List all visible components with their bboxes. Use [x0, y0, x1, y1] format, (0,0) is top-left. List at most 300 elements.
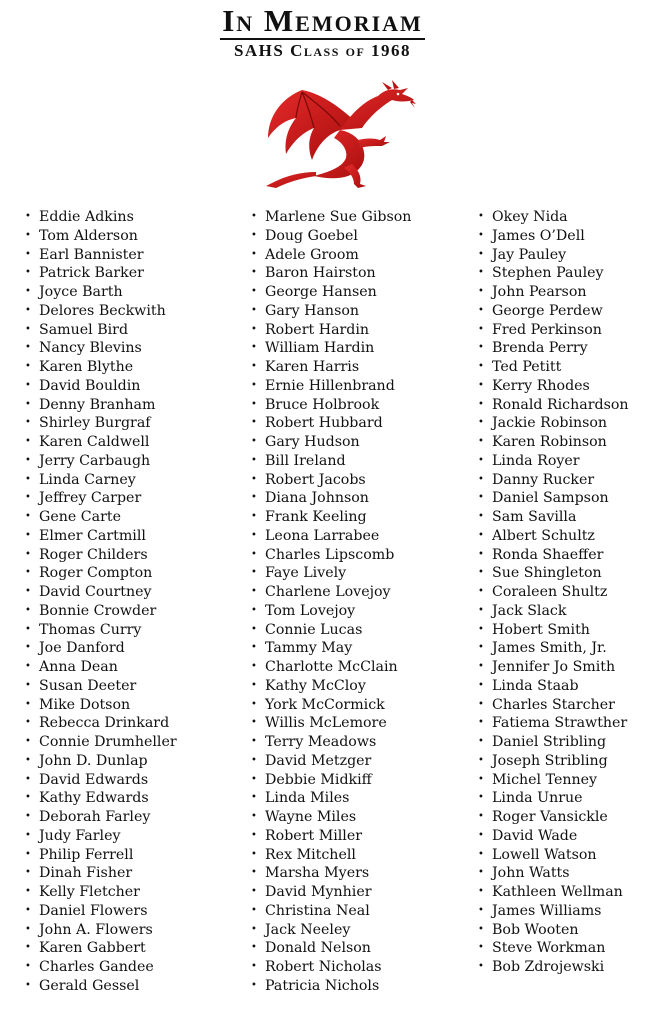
- member-name: David Courtney: [39, 584, 152, 600]
- list-item: [251, 846, 411, 865]
- member-name: Rex Mitchell: [265, 846, 356, 863]
- member-name: Samuel Bird: [39, 321, 129, 338]
- list-item: [25, 846, 177, 865]
- list-item: [25, 696, 177, 715]
- list-item: [25, 246, 177, 265]
- list-item: [25, 827, 177, 846]
- bullet-icon: •: [25, 848, 31, 860]
- bullet-icon: •: [251, 379, 257, 391]
- list-item: [478, 639, 629, 658]
- bullet-icon: •: [25, 342, 31, 354]
- list-item: [478, 771, 629, 790]
- name-column-3: [478, 208, 629, 977]
- bullet-icon: •: [478, 529, 484, 541]
- member-name: Earl Bannister: [39, 246, 144, 263]
- member-name: Wayne Miles: [265, 809, 357, 825]
- list-item: [251, 883, 411, 902]
- member-name: Karen Gabbert: [39, 940, 146, 957]
- member-name: Sam Savilla: [492, 509, 577, 525]
- member-name: Coraleen Shultz: [492, 584, 608, 600]
- bullet-icon: •: [478, 679, 484, 691]
- red-dragon-icon: [262, 80, 416, 190]
- member-name: Charles Starcher: [492, 696, 615, 713]
- list-item: [251, 958, 411, 977]
- member-name: Adele Groom: [265, 246, 359, 263]
- member-name: Okey Nida: [492, 209, 568, 225]
- list-item: [251, 583, 411, 602]
- bullet-icon: •: [478, 829, 484, 841]
- bullet-icon: •: [25, 286, 31, 297]
- bullet-icon: •: [25, 867, 31, 879]
- bullet-icon: •: [478, 942, 484, 954]
- member-name: Hobert Smith: [492, 621, 590, 638]
- member-name: Ted Petitt: [492, 359, 562, 375]
- bullet-icon: •: [478, 754, 484, 766]
- list-item: [478, 808, 629, 827]
- list-item: [251, 208, 411, 227]
- list-item: [478, 883, 629, 902]
- member-name: Elmer Cartmill: [39, 527, 146, 544]
- bullet-icon: •: [25, 904, 31, 916]
- list-item: [251, 733, 411, 752]
- member-name: John D. Dunlap: [39, 752, 148, 769]
- list-item: [25, 377, 177, 396]
- bullet-icon: •: [251, 604, 257, 616]
- list-item: [478, 264, 629, 283]
- member-name: Gene Carte: [39, 509, 121, 525]
- member-name: Roger Childers: [39, 546, 148, 563]
- member-name: Connie Drumheller: [39, 734, 177, 750]
- member-name: Marlene Sue Gibson: [265, 209, 412, 225]
- member-name: Steve Workman: [492, 940, 606, 957]
- bullet-icon: •: [25, 811, 31, 822]
- list-item: [251, 527, 411, 546]
- list-item: [478, 508, 629, 527]
- list-item: [251, 489, 411, 508]
- bullet-icon: •: [478, 398, 484, 410]
- bullet-icon: •: [25, 661, 31, 672]
- list-item: [25, 714, 177, 733]
- bullet-icon: •: [478, 717, 484, 729]
- member-name: Nancy Blevins: [39, 340, 142, 357]
- bullet-icon: •: [25, 698, 31, 710]
- member-name: Robert Miller: [265, 827, 363, 844]
- bullet-icon: •: [251, 904, 257, 916]
- list-item: [251, 358, 411, 377]
- list-item: [478, 789, 629, 808]
- member-name: Judy Farley: [39, 827, 121, 844]
- bullet-icon: •: [25, 961, 31, 972]
- bullet-icon: •: [478, 342, 484, 354]
- bullet-icon: •: [25, 229, 31, 241]
- member-name: Gary Hanson: [265, 302, 360, 319]
- list-item: [478, 471, 629, 490]
- bullet-icon: •: [251, 773, 257, 785]
- member-name: Jerry Carbaugh: [39, 452, 151, 469]
- list-item: [25, 902, 177, 921]
- bullet-icon: •: [251, 304, 257, 316]
- list-item: [25, 977, 177, 996]
- member-name: Deborah Farley: [39, 809, 151, 825]
- list-item: [251, 639, 411, 658]
- bullet-icon: •: [251, 886, 257, 897]
- member-name: Daniel Stribling: [492, 734, 607, 750]
- list-item: [478, 546, 629, 565]
- member-name: David Bouldin: [39, 377, 141, 394]
- bullet-icon: •: [251, 923, 257, 935]
- list-item: [25, 939, 177, 958]
- list-item: [25, 958, 177, 977]
- member-name: Rebecca Drinkard: [39, 715, 170, 732]
- member-name: George Perdew: [492, 302, 603, 319]
- list-item: [25, 677, 177, 696]
- member-name: Bruce Holbrook: [265, 396, 380, 413]
- bullet-icon: •: [251, 623, 257, 635]
- member-name: Linda Unrue: [492, 790, 583, 807]
- member-name: Daniel Flowers: [39, 902, 148, 919]
- bullet-icon: •: [251, 792, 257, 804]
- list-item: [25, 452, 177, 471]
- member-name: Terry Meadows: [265, 734, 377, 750]
- member-name: Karen Robinson: [492, 434, 607, 450]
- member-name: Joyce Barth: [39, 284, 123, 300]
- list-item: [25, 921, 177, 940]
- bullet-icon: •: [25, 886, 31, 897]
- member-name: Patrick Barker: [39, 265, 144, 282]
- member-name: James O’Dell: [492, 227, 585, 244]
- list-item: [25, 283, 177, 302]
- bullet-icon: •: [478, 923, 484, 935]
- list-item: [25, 339, 177, 358]
- member-name: Kathleen Wellman: [492, 884, 623, 900]
- bullet-icon: •: [478, 229, 484, 241]
- list-item: [25, 602, 177, 621]
- bullet-icon: •: [25, 604, 31, 616]
- member-name: Joe Danford: [39, 640, 125, 657]
- bullet-icon: •: [251, 679, 257, 691]
- bullet-icon: •: [478, 361, 484, 372]
- list-item: [478, 902, 629, 921]
- list-item: [251, 827, 411, 846]
- bullet-icon: •: [25, 717, 31, 729]
- list-item: [478, 958, 629, 977]
- member-name: Ronald Richardson: [492, 396, 629, 413]
- bullet-icon: •: [478, 661, 484, 672]
- bullet-icon: •: [251, 548, 257, 560]
- member-name: Kathy Edwards: [39, 790, 149, 807]
- bullet-icon: •: [478, 773, 484, 785]
- member-name: York McCormick: [265, 696, 385, 713]
- list-item: [25, 264, 177, 283]
- member-name: Delores Beckwith: [39, 302, 166, 319]
- bullet-icon: •: [478, 267, 484, 279]
- member-name: Tom Alderson: [39, 227, 138, 244]
- page-subtitle: SAHS Class of 1968: [233, 41, 412, 60]
- member-name: Linda Carney: [39, 471, 136, 488]
- member-name: Linda Staab: [492, 677, 579, 694]
- member-name: Denny Branham: [39, 396, 156, 413]
- bullet-icon: •: [251, 942, 257, 954]
- bullet-icon: •: [478, 473, 484, 485]
- bullet-icon: •: [25, 417, 31, 429]
- member-name: Dinah Fisher: [39, 865, 133, 882]
- member-name: Jennifer Jo Smith: [492, 659, 616, 675]
- member-name: Gerald Gessel: [39, 977, 140, 994]
- list-item: [25, 546, 177, 565]
- list-item: [25, 771, 177, 790]
- member-name: Robert Nicholas: [265, 959, 382, 975]
- list-item: [251, 302, 411, 321]
- list-item: [478, 827, 629, 846]
- list-item: [25, 808, 177, 827]
- bullet-icon: •: [478, 867, 484, 879]
- bullet-icon: •: [25, 623, 31, 635]
- bullet-icon: •: [251, 267, 257, 279]
- bullet-icon: •: [251, 398, 257, 410]
- list-item: [251, 433, 411, 452]
- bullet-icon: •: [25, 923, 31, 935]
- list-item: [478, 414, 629, 433]
- list-item: [478, 302, 629, 321]
- list-item: [251, 283, 411, 302]
- bullet-icon: •: [478, 323, 484, 335]
- member-name: Thomas Curry: [39, 621, 142, 638]
- member-name: John Pearson: [492, 284, 587, 300]
- name-column-1: [25, 208, 177, 996]
- member-name: Bob Zdrojewski: [492, 959, 605, 975]
- bullet-icon: •: [25, 323, 31, 335]
- member-name: Jeffrey Carper: [39, 490, 142, 507]
- member-name: Daniel Sampson: [492, 490, 609, 507]
- member-name: Doug Goebel: [265, 227, 358, 244]
- list-item: [478, 714, 629, 733]
- bullet-icon: •: [25, 267, 31, 279]
- member-name: Mike Dotson: [39, 696, 131, 713]
- bullet-icon: •: [478, 304, 484, 316]
- list-item: [251, 321, 411, 340]
- bullet-icon: •: [251, 698, 257, 710]
- list-item: [251, 752, 411, 771]
- list-item: [25, 621, 177, 640]
- member-name: Linda Royer: [492, 452, 580, 469]
- bullet-icon: •: [25, 379, 31, 391]
- member-name: Patricia Nichols: [265, 977, 380, 994]
- list-item: [25, 358, 177, 377]
- list-item: [25, 639, 177, 658]
- list-item: [251, 696, 411, 715]
- member-name: Albert Schultz: [492, 527, 595, 544]
- list-item: [251, 658, 411, 677]
- member-name: Shirley Burgraf: [39, 415, 151, 432]
- bullet-icon: •: [251, 661, 257, 672]
- member-name: Donald Nelson: [265, 940, 371, 957]
- bullet-icon: •: [251, 511, 257, 522]
- member-name: John A. Flowers: [39, 921, 153, 938]
- member-name: Karen Caldwell: [39, 434, 150, 450]
- list-item: [25, 864, 177, 883]
- list-item: [25, 227, 177, 246]
- member-name: Bonnie Crowder: [39, 602, 157, 619]
- bullet-icon: •: [478, 642, 484, 654]
- bullet-icon: •: [25, 979, 31, 991]
- member-name: David Edwards: [39, 771, 149, 788]
- bullet-icon: •: [25, 642, 31, 654]
- bullet-icon: •: [25, 529, 31, 541]
- member-name: Willis McLemore: [265, 715, 387, 732]
- bullet-icon: •: [478, 886, 484, 897]
- bullet-icon: •: [251, 848, 257, 860]
- member-name: John Watts: [492, 865, 570, 882]
- bullet-icon: •: [251, 473, 257, 485]
- list-item: [478, 339, 629, 358]
- bullet-icon: •: [25, 586, 31, 597]
- member-name: Karen Blythe: [39, 359, 134, 375]
- member-name: Lowell Watson: [492, 846, 597, 863]
- bullet-icon: •: [25, 548, 31, 560]
- member-name: Robert Hubbard: [265, 415, 383, 432]
- member-name: Philip Ferrell: [39, 846, 134, 863]
- member-name: Ronda Shaeffer: [492, 546, 604, 563]
- bullet-icon: •: [478, 904, 484, 916]
- list-item: [478, 846, 629, 865]
- member-name: Roger Vansickle: [492, 809, 608, 825]
- list-item: [478, 377, 629, 396]
- list-item: [25, 883, 177, 902]
- bullet-icon: •: [251, 454, 257, 466]
- list-item: [251, 789, 411, 808]
- member-name: Kathy McCloy: [265, 677, 366, 694]
- bullet-icon: •: [251, 417, 257, 429]
- bullet-icon: •: [478, 211, 484, 222]
- member-name: Jay Pauley: [492, 246, 567, 263]
- list-item: [25, 208, 177, 227]
- bullet-icon: •: [25, 773, 31, 785]
- member-name: Jackie Robinson: [492, 415, 608, 432]
- bullet-icon: •: [25, 361, 31, 372]
- member-name: Danny Rucker: [492, 471, 595, 488]
- member-name: Charlene Lovejoy: [265, 584, 391, 600]
- member-name: William Hardin: [265, 340, 375, 357]
- list-item: [25, 414, 177, 433]
- list-item: [251, 396, 411, 415]
- bullet-icon: •: [25, 567, 31, 579]
- list-item: [251, 246, 411, 265]
- list-item: [478, 489, 629, 508]
- list-item: [478, 621, 629, 640]
- bullet-icon: •: [251, 961, 257, 972]
- bullet-icon: •: [25, 754, 31, 766]
- member-name: David Metzger: [265, 752, 372, 769]
- list-item: [251, 902, 411, 921]
- bullet-icon: •: [251, 754, 257, 766]
- list-item: [251, 452, 411, 471]
- list-item: [478, 583, 629, 602]
- member-name: Brenda Perry: [492, 340, 588, 357]
- list-item: [478, 733, 629, 752]
- list-item: [478, 321, 629, 340]
- list-item: [25, 658, 177, 677]
- bullet-icon: •: [25, 792, 31, 804]
- bullet-icon: •: [25, 304, 31, 316]
- list-item: [25, 302, 177, 321]
- member-name: Jack Neeley: [265, 921, 351, 938]
- list-item: [25, 433, 177, 452]
- bullet-icon: •: [251, 717, 257, 729]
- list-item: [478, 527, 629, 546]
- list-item: [478, 602, 629, 621]
- bullet-icon: •: [251, 492, 257, 504]
- bullet-icon: •: [251, 248, 257, 260]
- member-name: Linda Miles: [265, 790, 350, 807]
- name-column-2: [251, 208, 411, 996]
- bullet-icon: •: [251, 323, 257, 335]
- memorial-header: [0, 4, 645, 61]
- bullet-icon: •: [478, 454, 484, 466]
- member-name: Charles Gandee: [39, 959, 154, 975]
- member-name: Gary Hudson: [265, 434, 360, 450]
- bullet-icon: •: [251, 736, 257, 747]
- member-name: James Williams: [492, 902, 602, 919]
- bullet-icon: •: [251, 211, 257, 222]
- bullet-icon: •: [478, 604, 484, 616]
- member-name: Bill Ireland: [265, 452, 346, 469]
- list-item: [478, 227, 629, 246]
- member-name: Joseph Stribling: [492, 752, 608, 769]
- bullet-icon: •: [478, 623, 484, 635]
- bullet-icon: •: [25, 492, 31, 504]
- member-name: George Hansen: [265, 284, 377, 300]
- bullet-icon: •: [478, 792, 484, 804]
- list-item: [478, 208, 629, 227]
- list-item: [251, 864, 411, 883]
- list-item: [25, 733, 177, 752]
- bullet-icon: •: [251, 829, 257, 841]
- list-item: [478, 921, 629, 940]
- list-item: [251, 714, 411, 733]
- bullet-icon: •: [478, 379, 484, 391]
- member-name: David Wade: [492, 827, 578, 844]
- list-item: [251, 471, 411, 490]
- bullet-icon: •: [251, 567, 257, 579]
- member-name: Connie Lucas: [265, 621, 363, 638]
- list-item: [251, 339, 411, 358]
- member-name: Robert Hardin: [265, 321, 370, 338]
- member-name: Susan Deeter: [39, 677, 137, 694]
- member-name: Charles Lipscomb: [265, 546, 395, 563]
- list-item: [25, 752, 177, 771]
- list-item: [251, 414, 411, 433]
- bullet-icon: •: [478, 698, 484, 710]
- member-name: Jack Slack: [492, 602, 567, 619]
- member-name: Michel Tenney: [492, 771, 598, 788]
- bullet-icon: •: [251, 342, 257, 354]
- list-item: [478, 939, 629, 958]
- bullet-icon: •: [25, 679, 31, 691]
- list-item: [25, 583, 177, 602]
- member-name: Fatiema Strawther: [492, 715, 628, 732]
- member-name: Kerry Rhodes: [492, 377, 590, 394]
- bullet-icon: •: [25, 248, 31, 260]
- member-name: Leona Larrabee: [265, 527, 380, 544]
- member-name: Ernie Hillenbrand: [265, 377, 395, 394]
- list-item: [251, 939, 411, 958]
- list-item: [478, 433, 629, 452]
- member-name: Karen Harris: [265, 359, 360, 375]
- member-name: Stephen Pauley: [492, 265, 604, 282]
- bullet-icon: •: [251, 811, 257, 822]
- bullet-icon: •: [25, 511, 31, 522]
- bullet-icon: •: [25, 829, 31, 841]
